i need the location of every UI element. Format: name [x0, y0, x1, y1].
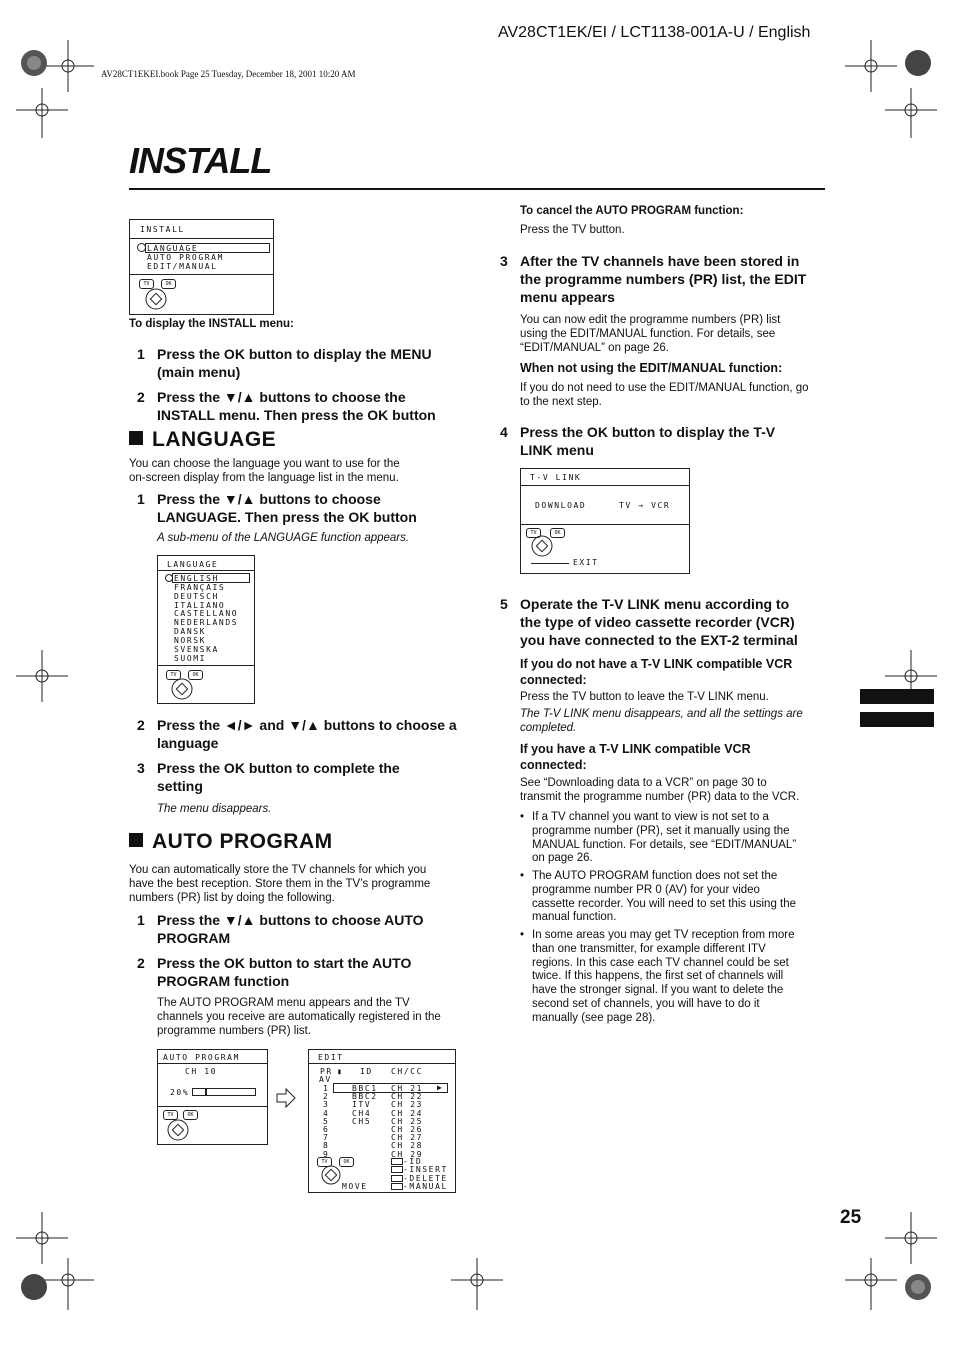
edit-action: -ID	[403, 1157, 423, 1166]
intro-step-2: 2 Press the ▼/▲ buttons to choose the INSTALL menu. Then press the OK button	[137, 389, 436, 423]
language-step-1: 1 Press the ▼/▲ buttons to choose LANGUAGE. Then press the OK button	[137, 491, 417, 525]
intro-step-1: 1 Press the OK button to display the MENU (main menu)	[137, 346, 432, 380]
tv-key-icon: TV	[166, 670, 181, 680]
step-4: 4 Press the OK button to display the T-V LINK menu	[500, 424, 776, 458]
cursor-right-icon: ▶	[437, 1083, 444, 1092]
step-5: 5 Operate the T-V LINK menu according to the type of video cassette recorder (VCR) you have connected to the EXT-2 terminal	[500, 596, 798, 648]
vcr-text: See “Downloading data to a VCR” on page 30 to transmit the programme number (PR) data to the VCR.	[520, 777, 800, 803]
cancel-heading: To cancel the AUTO PROGRAM function:	[520, 205, 744, 217]
osd-item-edit-manual: EDIT/MANUAL	[147, 262, 218, 271]
auto-program-intro: You can automatically store the TV channels for which you have the best reception. Store them in the TV’s programme numbers (PR) list by doing the following.	[129, 864, 431, 904]
move-label: MOVE	[342, 1182, 368, 1191]
edit-row-ch: CH 25	[391, 1116, 424, 1126]
not-using-text: If you do not need to use the EDIT/MANUAL function, go to the next step.	[520, 382, 809, 408]
osd-title: AUTO PROGRAM	[163, 1053, 240, 1062]
progress-bar	[192, 1088, 256, 1096]
language-option: NORSK	[174, 635, 207, 645]
auto-program-step-1: 1 Press the ▼/▲ buttons to choose AUTO PROGRAM	[137, 912, 424, 946]
dpad-icon	[531, 535, 553, 557]
edit-action: -INSERT	[403, 1165, 448, 1175]
edit-row-ch: CH 26	[391, 1125, 424, 1134]
edit-row-ch: CH 24	[391, 1108, 424, 1118]
download-label: DOWNLOAD	[535, 501, 587, 510]
dpad-icon	[167, 1119, 189, 1141]
arrow-right-icon	[276, 1088, 296, 1108]
edit-row-pr: 9	[323, 1149, 330, 1159]
osd-title: LANGUAGE	[167, 560, 219, 569]
tv-key-icon: TV	[139, 279, 154, 289]
tv-key-icon: TV	[163, 1110, 178, 1120]
step-3-body: You can now edit the programme numbers (PR) list using the EDIT/MANUAL function. For details, see “EDIT/MANUAL” on page 26.	[520, 314, 781, 354]
action-key-icon	[391, 1158, 403, 1165]
language-option: DEUTSCH	[174, 591, 219, 601]
edit-row-ch: CH 23	[391, 1100, 424, 1110]
language-option: ITALIANO	[174, 600, 226, 610]
edit-row-pr: 3	[323, 1100, 330, 1110]
no-vcr-note: The T-V LINK menu disappears, and all the settings are completed.	[520, 708, 803, 734]
action-key-icon	[391, 1183, 403, 1190]
edit-row-pr: 2	[323, 1092, 330, 1102]
edit-row-ch: CH 27	[391, 1133, 424, 1143]
side-tab-1	[860, 689, 934, 704]
page-number: 25	[840, 1207, 862, 1228]
language-option: NEDERLANDS	[174, 618, 239, 628]
auto-program-screen	[157, 1049, 268, 1145]
dpad-icon	[321, 1165, 341, 1185]
edit-row-id: CH5	[352, 1116, 372, 1126]
edit-row-id: CH4	[352, 1108, 372, 1118]
install-menu-caption: To display the INSTALL menu:	[129, 318, 294, 330]
edit-row-ch: CH 28	[391, 1141, 424, 1151]
edit-row-ch: CH 29	[391, 1149, 424, 1159]
file-info-line: AV28CT1EKEI.book Page 25 Tuesday, December 18, 2001 10:20 AM	[101, 69, 356, 79]
tv-to-vcr-label: TV → VCR	[619, 501, 671, 510]
osd-title: INSTALL	[140, 225, 185, 234]
edit-row-id: BBC1	[352, 1084, 378, 1093]
install-menu-screen	[129, 219, 274, 315]
language-step-1-note: A sub-menu of the LANGUAGE function appears.	[157, 532, 410, 544]
no-vcr-text: Press the TV button to leave the T-V LINK menu.	[520, 691, 769, 703]
model-header: AV28CT1EK/EI / LCT1138-001A-U / English	[498, 24, 811, 41]
channel-readout: CH 10	[185, 1067, 218, 1076]
side-tab-2	[860, 712, 934, 727]
language-heading: LANGUAGE	[129, 428, 276, 452]
edit-row-id: BBC2	[352, 1092, 378, 1102]
ok-key-icon: OK	[161, 279, 176, 289]
tv-key-icon: TV	[526, 528, 541, 538]
ok-key-icon: OK	[183, 1110, 198, 1120]
osd-item-language: LANGUAGE	[147, 244, 199, 253]
language-option: DANSK	[174, 627, 207, 637]
cancel-text: Press the TV button.	[520, 224, 625, 236]
language-intro: You can choose the language you want to use for the on-screen display from the language list in the menu.	[129, 458, 400, 484]
language-step-2: 2 Press the ◄/► and ▼/▲ buttons to choose a language	[137, 717, 457, 751]
edit-row-pr: 8	[323, 1141, 330, 1151]
edit-action: -MANUAL	[403, 1182, 448, 1192]
osd-title: T-V LINK	[530, 473, 582, 482]
language-option: SUOMI	[174, 653, 207, 663]
edit-row-pr: 5	[323, 1116, 330, 1126]
osd-title: EDIT	[318, 1053, 344, 1062]
progress-label: 20%	[170, 1088, 190, 1097]
language-step-3-note: The menu disappears.	[157, 803, 272, 815]
edit-action: -DELETE	[403, 1173, 448, 1183]
title-rule	[129, 188, 825, 190]
auto-program-step-2: 2 Press the OK button to start the AUTO PROGRAM function	[137, 955, 412, 989]
ok-key-icon: OK	[188, 670, 203, 680]
language-option: CASTELLANO	[174, 609, 239, 619]
language-option: SVENSKA	[174, 644, 219, 654]
step-3: 3 After the TV channels have been stored in the programme numbers (PR) list, the EDIT menu appears	[500, 253, 807, 305]
no-vcr-heading: If you do not have a T-V LINK compatible VCR connected:	[520, 657, 793, 687]
osd-item-auto-program: AUTO PROGRAM	[147, 253, 224, 262]
auto-program-heading: AUTO PROGRAM	[129, 830, 333, 854]
auto-program-step-2-note: The AUTO PROGRAM menu appears and the TV channels you receive are automatically registered in the programme numbers (PR) list.	[157, 997, 441, 1037]
edit-row-ch: CH 21	[391, 1084, 424, 1093]
tv-link-screen	[520, 468, 690, 574]
exit-label: EXIT	[573, 558, 599, 567]
page-title: INSTALL	[129, 140, 272, 181]
edit-row-ch: CH 22	[391, 1092, 424, 1102]
edit-row-pr: 6	[323, 1125, 330, 1134]
ok-key-icon: OK	[339, 1157, 354, 1167]
not-using-heading: When not using the EDIT/MANUAL function:	[520, 361, 783, 375]
language-menu-screen	[157, 555, 255, 704]
language-step-3: 3 Press the OK button to complete the setting	[137, 760, 400, 794]
action-key-icon	[391, 1166, 403, 1173]
edit-row-pr: 1	[323, 1084, 330, 1093]
language-option: FRANÇAIS	[174, 582, 226, 592]
edit-row-pr: 7	[323, 1133, 330, 1143]
edit-row-pr: 4	[323, 1108, 330, 1118]
language-option: ENGLISH	[174, 574, 219, 583]
dpad-icon	[171, 678, 193, 700]
tv-key-icon: TV	[317, 1157, 332, 1167]
dpad-icon	[145, 288, 167, 310]
action-key-icon	[391, 1175, 403, 1182]
edit-row-id: ITV	[352, 1100, 372, 1110]
edit-menu-screen: EDIT PR ▮ ID CH/CC AV ▶ 1 BBC1 CH 21 2 BBC2 CH 22 3 ITV CH 23 4 CH4 CH 24 5 CH5 CH 25 6 CH 26 7 CH 27 8 CH 28 9 CH 29 -ID -INSERT -DELETE -MANUAL TV OK MOVE	[308, 1049, 456, 1193]
lock-icon: ▮	[337, 1067, 344, 1076]
vcr-heading: If you have a T-V LINK compatible VCR connected:	[520, 742, 751, 772]
ok-key-icon: OK	[550, 528, 565, 538]
